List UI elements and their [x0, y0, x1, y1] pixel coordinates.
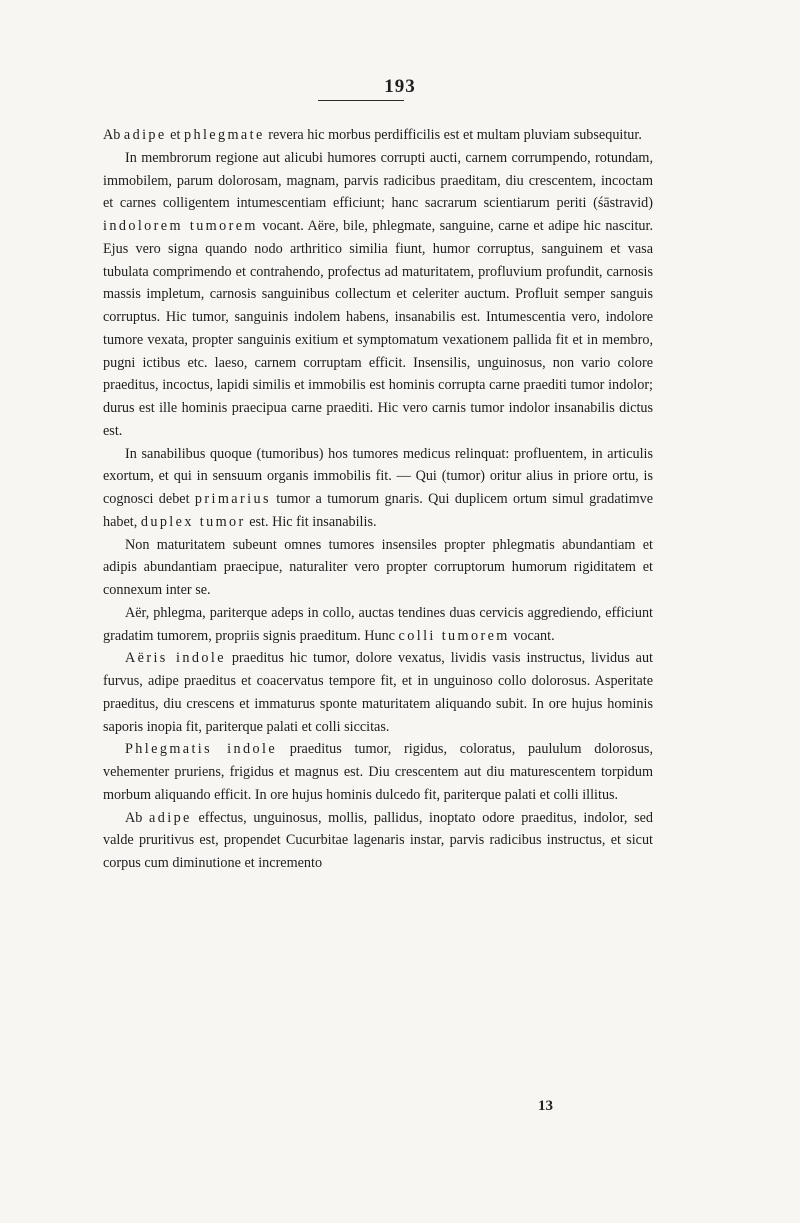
text-run: In membrorum regione aut alicubi humores corrupti aucti, carnem corrumpendo, rotundam, immobilem, parum dolorosam, magnam, parvis radicibus praeditam, diu crescentem, incoctam et carnes colligentem intumescentiam efficiunt; hanc sacrarum scientiarum periti (śāstravid) [103, 149, 653, 212]
paragraph [103, 647, 653, 738]
spaced-term: colli tumorem [398, 627, 510, 644]
spaced-term: phlegmate [183, 127, 265, 143]
text-run: est. Hic fit insanabilis. [245, 513, 377, 530]
text-run: In sanabilibus quoque (tumoribus) hos tumores medicus relinquat: profluentem, in articulis exortum, et qui in sensuum organis immobilis fit. — Qui (tumor) oritur alius in priore ortu, is cognosci debet [103, 445, 653, 507]
page-number: 193 [384, 76, 416, 97]
text-run: praeditus tumor, rigidus, coloratus, paululum dolorosus, vehementer pruriens, frigidus et magnus est. Diu crescentem aut diu maturescentem torpidum morbum aliquando efficit. In ore hujus hominis dulcedo fit, pariterque palati et colli illitus. [103, 741, 653, 803]
paragraph [103, 443, 653, 534]
paragraph [103, 124, 653, 147]
text-run: Ab [125, 809, 150, 826]
spaced-term: adipe [123, 127, 167, 143]
spaced-term: duplex tumor [140, 513, 246, 530]
paragraph [103, 738, 653, 806]
spaced-term: Aëris indole [125, 650, 226, 667]
text-run: vocant. [509, 627, 555, 644]
paragraph [103, 602, 653, 648]
paragraph [103, 534, 653, 602]
spaced-term: primarius [194, 491, 271, 507]
text-run: Non maturitatem subeunt omnes tumores insensiles propter phlegmatis abundantiam et adipis abundantiam praecipue, naturaliter vero propter corruptorum humorum rigiditatem et connexum inter se. [103, 536, 653, 598]
header-rule [318, 100, 404, 101]
spaced-term: indolorem tumorem [103, 218, 258, 234]
paragraph [103, 807, 653, 875]
text-run: Ab [103, 127, 124, 143]
paragraph [103, 147, 653, 443]
text-run: Aër, phlegma, pariterque adeps in collo, auctas tendines duas cervicis aggrediendo, efficiunt gradatim tumorem, propriis signis praeditum. Hunc [103, 604, 653, 644]
text-run: revera hic morbus perdifficilis est et multam pluviam subsequitur. [264, 127, 642, 143]
text-run: tumor a tumorum gnaris. Qui duplicem ortum simul gradatimve habet, [103, 491, 653, 530]
text-run: vocant. Aëre, bile, phlegmate, sanguine, carne et adipe hic nascitur. Ejus vero signa quando nodo arthritico similia fiunt, humor corruptus, sanguinem et vasa tubulata comprimendo et contrahendo, profectus ad maturitatem, profluvium profundit, carnosis massis impletum, carnosis sanguinibus collectum et celeriter auctum. Profluit semper sanguis corruptus. Hic tumor, sanguinis indolem habens, insanabilis est. Intumescentia vero, indolore tumore vexata, propter sanguinis exitium et symptomatum vexationem pallida fit et in membro, pugni ictibus etc. laeso, carnem corruptam efficit. Insensilis, unguinosus, non vario colore praeditus, incoctus, lapidi similis et immobilis est hominis corrupta carne praediti tumor indolor; durus est ille hominis praecipua carne praediti. Hic vero carnis tumor indolor insanabilis dictus est. [103, 218, 653, 439]
text-run: et [166, 127, 184, 143]
text-run: praeditus hic tumor, dolore vexatus, lividis vasis instructus, lividus aut furvus, adipe praeditus et coacervatus tempore fit, et in unguinoso collo dolorosus. Asperitate praeditus, diu crescens et immaturus sponte maturitatem aliquando subit. In ore hujus hominis saporis inopia fit, pariterque palati et colli siccitas. [103, 650, 653, 735]
spaced-term: adipe [149, 809, 192, 826]
spaced-term: Phlegmatis indole [125, 741, 278, 758]
signature-mark: 13 [538, 1098, 553, 1114]
text-run: effectus, unguinosus, mollis, pallidus, inoptato odore praeditus, indolor, sed valde pruritivus est, propendet Cucurbitae lagenaris instar, parvis radicibus instructus, et sicut corpus cum diminutione et incremento [103, 809, 653, 871]
body-text [103, 124, 653, 875]
